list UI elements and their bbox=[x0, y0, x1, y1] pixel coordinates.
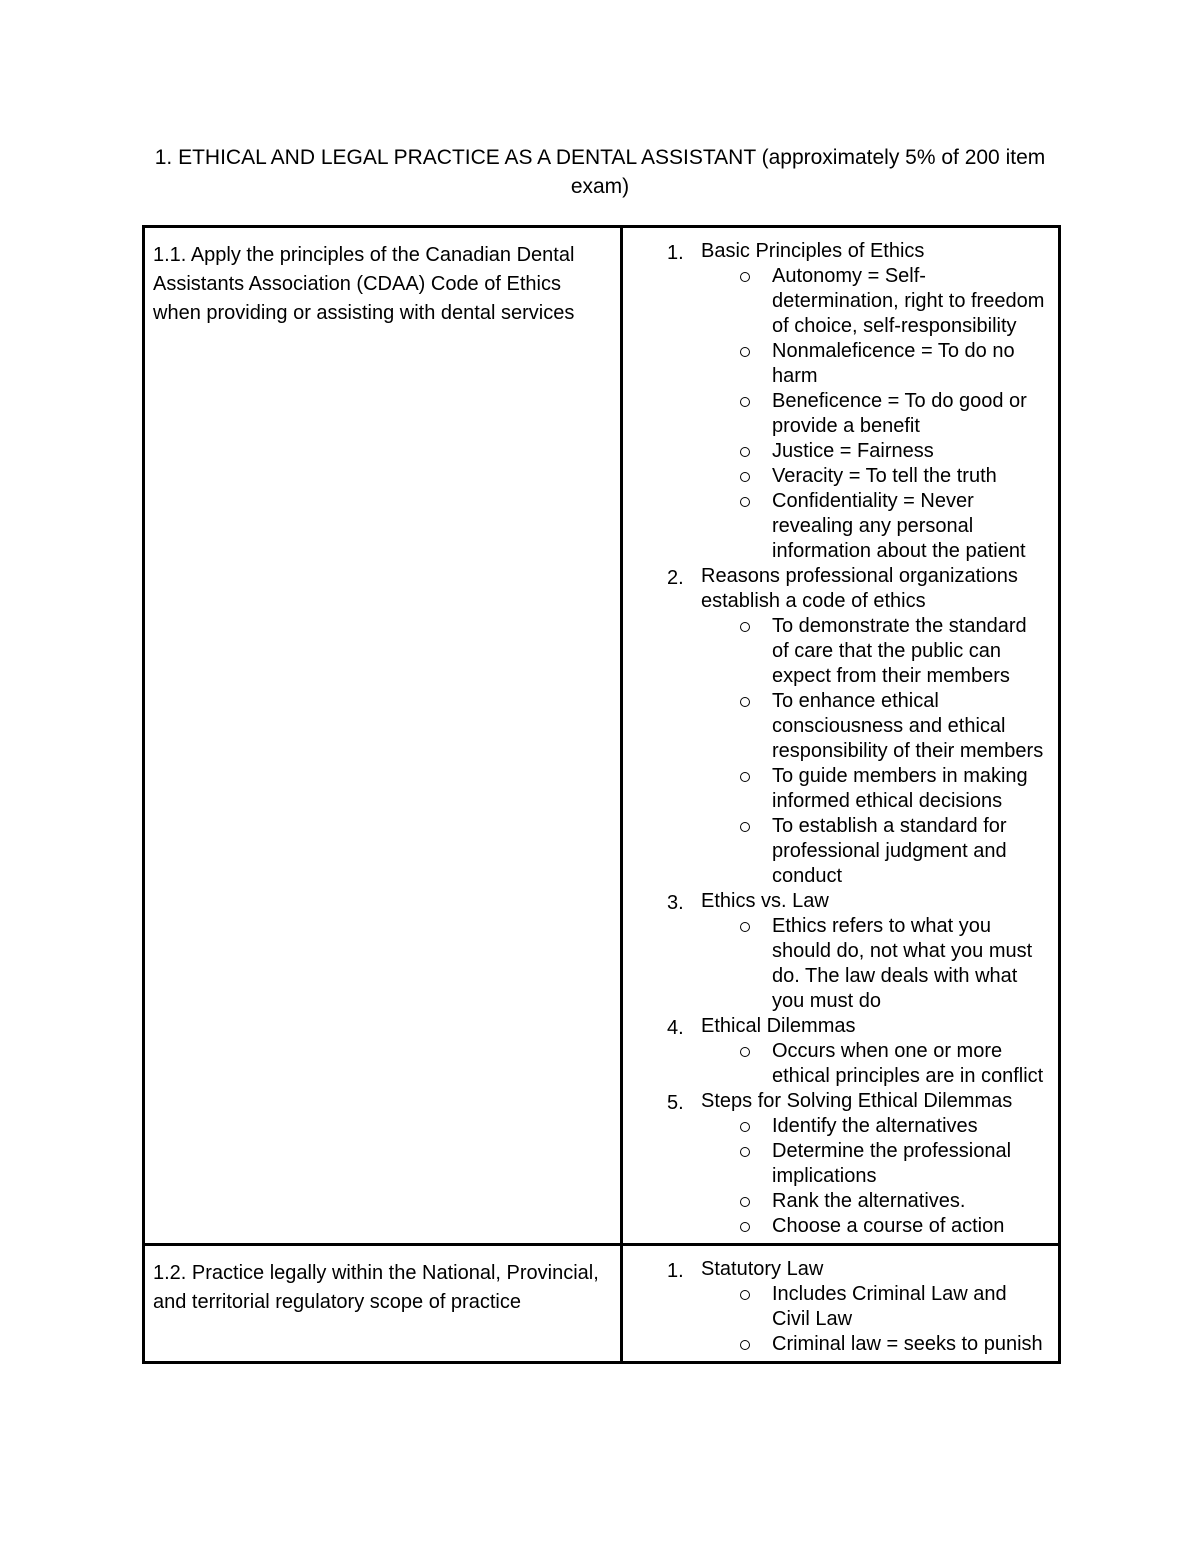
point-text: Includes Criminal Law and Civil Law bbox=[772, 1283, 1007, 1330]
point-text: Criminal law = seeks to punish bbox=[772, 1333, 1043, 1355]
topic-item bbox=[623, 239, 1048, 564]
topics-cell bbox=[622, 1245, 1060, 1363]
hollow-circle-bullet-icon bbox=[740, 397, 750, 407]
topic-label: Basic Principles of Ethics bbox=[701, 240, 925, 262]
hollow-circle-bullet-icon bbox=[740, 347, 750, 357]
point-list bbox=[701, 1114, 1048, 1239]
point-text: Veracity = To tell the truth bbox=[772, 465, 997, 487]
topic-label: Statutory Law bbox=[701, 1258, 824, 1280]
topic-number: 1. bbox=[667, 242, 684, 264]
point-item bbox=[623, 264, 1048, 339]
hollow-circle-bullet-icon bbox=[740, 1197, 750, 1207]
objective-text: 1.1. Apply the principles of the Canadian Dental Assistants Association (CDAA) Code of Ethics when providing or assisting with dental services bbox=[153, 244, 575, 324]
point-text: To demonstrate the standard of care that the public can expect from their members bbox=[772, 615, 1027, 687]
point-item bbox=[623, 339, 1048, 389]
topic-list bbox=[623, 1257, 1048, 1357]
point-item bbox=[623, 389, 1048, 439]
point-item bbox=[623, 814, 1048, 889]
hollow-circle-bullet-icon bbox=[740, 1340, 750, 1350]
table-row bbox=[144, 1245, 1060, 1363]
topic-item bbox=[623, 1014, 1048, 1089]
point-text: Justice = Fairness bbox=[772, 440, 934, 462]
hollow-circle-bullet-icon bbox=[740, 1222, 750, 1232]
hollow-circle-bullet-icon bbox=[740, 622, 750, 632]
topic-number: 5. bbox=[667, 1092, 684, 1114]
topic-item bbox=[623, 889, 1048, 1014]
point-text: Autonomy = Self-determination, right to freedom of choice, self-responsibility bbox=[772, 265, 1045, 337]
hollow-circle-bullet-icon bbox=[740, 1147, 750, 1157]
point-list bbox=[701, 264, 1048, 564]
topic-label: Reasons professional organizations establish a code of ethics bbox=[701, 565, 1018, 612]
point-item bbox=[623, 914, 1048, 1014]
hollow-circle-bullet-icon bbox=[740, 822, 750, 832]
point-text: Occurs when one or more ethical principles are in conflict bbox=[772, 1040, 1044, 1087]
point-item bbox=[623, 489, 1048, 564]
topic-list bbox=[623, 239, 1048, 1239]
point-item bbox=[623, 764, 1048, 814]
point-item bbox=[623, 614, 1048, 689]
point-list bbox=[701, 914, 1048, 1014]
hollow-circle-bullet-icon bbox=[740, 272, 750, 282]
page-title: 1. ETHICAL AND LEGAL PRACTICE AS A DENTAL ASSISTANT (approximately 5% of 200 item exam) bbox=[154, 146, 1046, 198]
point-text: Rank the alternatives. bbox=[772, 1190, 966, 1212]
point-item bbox=[623, 1139, 1048, 1189]
topic-item bbox=[623, 1089, 1048, 1239]
table-row bbox=[144, 227, 1060, 1245]
point-text: Nonmaleficence = To do no harm bbox=[772, 340, 1015, 387]
topic-label: Steps for Solving Ethical Dilemmas bbox=[701, 1090, 1013, 1112]
hollow-circle-bullet-icon bbox=[740, 922, 750, 932]
point-item bbox=[623, 1282, 1048, 1332]
objective-cell bbox=[144, 227, 622, 1245]
point-list bbox=[701, 1039, 1048, 1089]
point-item bbox=[623, 1039, 1048, 1089]
hollow-circle-bullet-icon bbox=[740, 1290, 750, 1300]
hollow-circle-bullet-icon bbox=[740, 772, 750, 782]
point-text: Confidentiality = Never revealing any personal information about the patient bbox=[772, 490, 1026, 562]
outline-table bbox=[142, 225, 1061, 1364]
hollow-circle-bullet-icon bbox=[740, 497, 750, 507]
point-item bbox=[623, 689, 1048, 764]
point-item bbox=[623, 1332, 1048, 1357]
topic-item bbox=[623, 1257, 1048, 1357]
hollow-circle-bullet-icon bbox=[740, 447, 750, 457]
point-text: To enhance ethical consciousness and ethical responsibility of their members bbox=[772, 690, 1044, 762]
point-item bbox=[623, 439, 1048, 464]
point-item bbox=[623, 1189, 1048, 1214]
point-item bbox=[623, 1114, 1048, 1139]
point-text: Ethics refers to what you should do, not what you must do. The law deals with what you must do bbox=[772, 915, 1033, 1012]
point-text: Determine the professional implications bbox=[772, 1140, 1012, 1187]
point-text: Choose a course of action bbox=[772, 1215, 1005, 1237]
hollow-circle-bullet-icon bbox=[740, 1047, 750, 1057]
point-item bbox=[623, 464, 1048, 489]
topic-number: 1. bbox=[667, 1260, 684, 1282]
topic-label: Ethics vs. Law bbox=[701, 890, 829, 912]
point-text: To establish a standard for professional judgment and conduct bbox=[772, 815, 1007, 887]
point-item bbox=[623, 1214, 1048, 1239]
topic-number: 2. bbox=[667, 567, 684, 589]
hollow-circle-bullet-icon bbox=[740, 697, 750, 707]
point-text: To guide members in making informed ethical decisions bbox=[772, 765, 1028, 812]
point-text: Beneficence = To do good or provide a benefit bbox=[772, 390, 1027, 437]
topic-label: Ethical Dilemmas bbox=[701, 1015, 856, 1037]
objective-cell bbox=[144, 1245, 622, 1363]
point-list bbox=[701, 1282, 1048, 1357]
topic-number: 3. bbox=[667, 892, 684, 914]
hollow-circle-bullet-icon bbox=[740, 1122, 750, 1132]
point-list bbox=[701, 614, 1048, 889]
topics-cell bbox=[622, 227, 1060, 1245]
objective-text: 1.2. Practice legally within the National, Provincial, and territorial regulatory scope of practice bbox=[153, 1262, 599, 1313]
point-text: Identify the alternatives bbox=[772, 1115, 978, 1137]
topic-number: 4. bbox=[667, 1017, 684, 1039]
hollow-circle-bullet-icon bbox=[740, 472, 750, 482]
topic-item bbox=[623, 564, 1048, 889]
